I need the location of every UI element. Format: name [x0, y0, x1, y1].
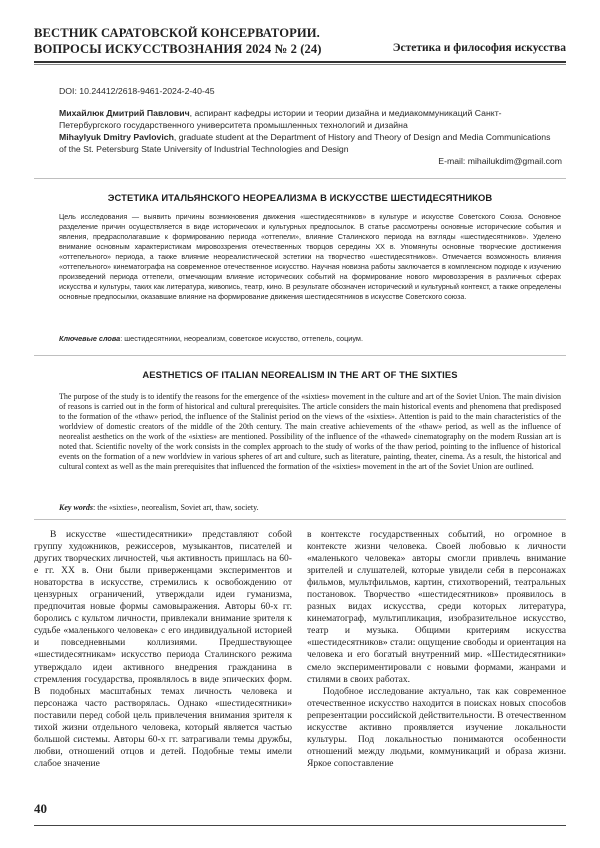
- abstract-en: The purpose of the study is to identify the reasons for the emergence of the «sixties» movement in the culture and art of the Soviet Union. The main division of reasons is carried out in the form of historical and cultural prerequisites. The article considers the main historical events and phenomena that predisposed to the formation of the «thaw» period, the influence of the Stalinist period on the views of the «sixties». Attention is paid to the main characteristics of the worldview of domestic creators of the middle of the 20th century. The main creative achievements of the «thaw» period, as well as the influence of neorealist aesthetics on the work of the «sixties» are mentioned. Possibility of the influence of the «thawed» cinematography on the modern Russian art is noted that. Scientific novelty of the work consists in the complex approach to the study of works of the thaw period, pointing to the influence of historical events on the formation of a new worldview in various spheres of art and culture, such as literature, painting, theater, cinema. As a result, the historical and cultural context as well as the main prerequisites that influenced the formation of the «sixties» movement in the art of the Soviet Union are outlined.: [59, 392, 561, 471]
- abstract-ru: Цель исследования — выявить причины возникновения движения «шестидесятников» в культуре и искусстве Советского Союза. Основное разделение причин осуществляется в виде исторических и культурных предпосылок. В статье рассмотрены основные исторические события и явления, предрасполагавшие к формированию периода «оттепели», влияние Сталинского периода на взгляды «шестидесятников». Уделено внимание основным характеристикам мировоззрения отечественных творцов середины XX в. Упомянуты основные творческие достижения «оттепельного» периода, а также влияние неореалистической эстетики на творчество «шестидесятников». Отмечается возможность влияния «оттепельного» кинематографа на современное отечественное искусство. Научная новизна работы заключается в комплексном подходе к изучению произведений периода оттепели, отмечающим влияние исторических событий на формирование нового мировоззрения в различных сферах искусства и культуры, таких как литература, живопись, театр, кино. В результате обозначен исторический и культурный контекст, а также определены основные предпосылки, оказавшие влияние на формирование движения шестидесятников в искусстве Советского союза.: [59, 213, 561, 301]
- journal-title-line-2: ВОПРОСЫ ИСКУССТВОЗНАНИЯ 2024 № 2 (24): [34, 42, 322, 56]
- body-column-left: [34, 529, 292, 770]
- keywords-en-text: : the «sixties», neorealism, Soviet art, thaw, society.: [93, 503, 259, 512]
- author-en: [59, 132, 555, 155]
- keywords-ru-text: : шестидесятники, неореализм, советское искусство, оттепель, социум.: [120, 334, 363, 343]
- journal-title-line-1: ВЕСТНИК САРАТОВСКОЙ КОНСЕРВАТОРИИ.: [34, 26, 320, 40]
- body-paragraph: в контексте государственных событий, но огромное в контексте жизни человека. Своей любовью к личности «маленького человека» авторы смогли привлечь внимание зрителей и слушателей, которые увидели себя в персонажах фильмов, мультфильмов, картин, стихотворений, театральных постановок. Творчество «шестидесятников» проявилось в разных видах искусства, среди которых литература, кинематограф, мультипликация, изобразительное искусство, театр и музыка. Общими критериям искусства «шестидесятников» стали: ощущение свободы и ориентация на человека и его богатый внутренний мир. «Шестидесятники» смело экспериментировали с новыми формами, жанрами и стилями в своих работах.: [307, 529, 566, 685]
- author-ru: [59, 108, 555, 131]
- author-en-affiliation: , graduate student at the Department of History and Theory of Design and Media Communications of the St. Petersburg State University of Industrial Technologies and Design: [59, 132, 551, 154]
- page-number: 40: [34, 801, 47, 816]
- divider-top: [34, 178, 566, 179]
- doi: DOI: 10.24412/2618-9461-2024-2-40-45: [59, 86, 215, 96]
- footer-rule: [34, 825, 566, 826]
- header-rule: [34, 61, 566, 63]
- divider-body: [34, 519, 566, 520]
- section-title: Эстетика и философия искусства: [392, 42, 566, 54]
- keywords-ru: [59, 334, 561, 344]
- author-ru-affiliation: , аспирант кафедры истории и теории дизайна и медиакоммуникаций Санкт-Петербургского государственного университета промышленных технологий и дизайна: [59, 108, 502, 130]
- author-ru-name: Михайлюк Дмитрий Павлович: [59, 108, 190, 118]
- keywords-ru-label: Ключевые слова: [59, 334, 121, 343]
- body-column-right: [307, 529, 566, 770]
- keywords-en-label: Key words: [59, 503, 93, 512]
- author-en-name: Mihaylyuk Dmitry Pavlovich: [59, 132, 174, 142]
- header-rule-thin: [34, 64, 566, 65]
- divider-middle: [34, 355, 566, 356]
- article-title-ru: ЭСТЕТИКА ИТАЛЬЯНСКОГО НЕОРЕАЛИЗМА В ИСКУССТВЕ ШЕСТИДЕСЯТНИКОВ: [107, 192, 493, 203]
- body-paragraph: Подобное исследование актуально, так как современное отечественное искусство находится в поисках новых способов репрезентации российской действительности. В отечественном искусстве активно проявляется изучение локальности культуры. Под локальностью понимаются особенности отношений между людьми, коммуникаций и образа жизни. Яркое сопоставление: [307, 685, 566, 769]
- article-title-en: AESTHETICS OF ITALIAN NEOREALISM IN THE ART OF THE SIXTIES: [142, 369, 458, 380]
- author-email: E-mail: mihailukdim@gmail.com: [438, 156, 562, 166]
- keywords-en: [59, 503, 561, 513]
- body-paragraph: В искусстве «шестидесятники» представляют собой группу художников, режиссеров, музыкантов, писателей и других творческих личностей, чья активность пришлась на 60-е гг. XX в. Они были приверженцами экспериментов и новаторства в искусстве, стремились к освобождению от цензурных ограничений, утверждали идеи гуманизма, предпочитая новые формы самовыражения. Авторы 60-х гг. боролись с культом личности, привлекали внимание зрителя к судьбе «маленького человека» с его индивидуальной историей и повседневными коллизиями. Предшествующее «шестидесятникам» искусство периода Сталинского режима утверждало идеи активного внедрения гражданина в стремления государства, проявлялось в виде эпических форм. В подобных масштабных темах личность человека и персонажа часто растворялась. Однако «шестидесятники» поставили перед собой цель привлечения внимания зрителя к тихой жизни отдельного человека, который является частью большой системы. Авторы 60-х гг. затрагивали темы дружбы, любви, отношений отцов и детей. Подобные темы имели слабое значение: [34, 529, 292, 769]
